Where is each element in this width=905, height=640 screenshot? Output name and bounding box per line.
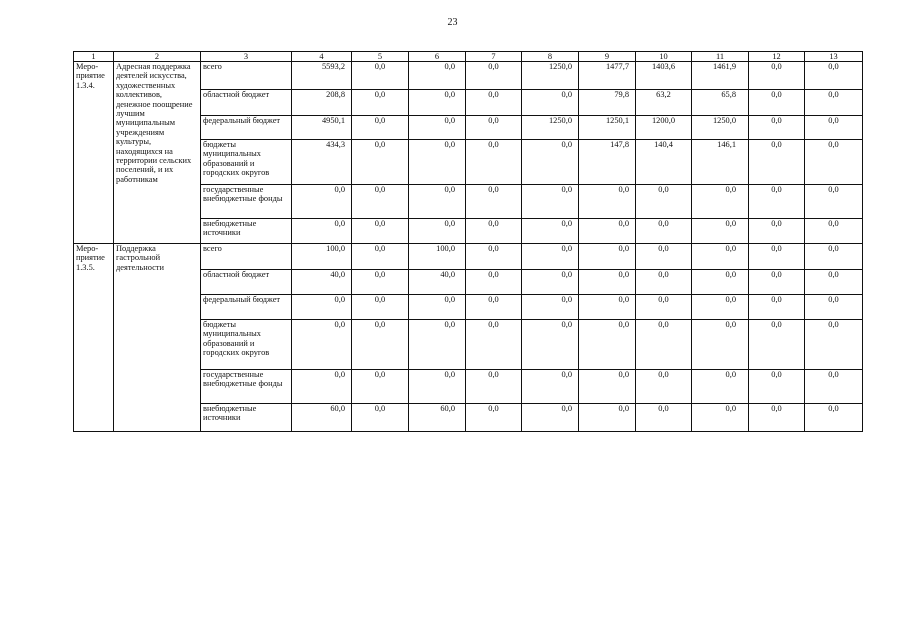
value-cell: 0,0 [579,404,636,432]
value-cell: 0,0 [636,404,692,432]
value-cell: 0,0 [749,244,805,270]
funding-source: федеральный бюджет [201,116,292,140]
value-cell: 0,0 [636,295,692,320]
funding-source: бюджеты муниципальных образований и городских округов [201,140,292,185]
value-cell: 0,0 [749,116,805,140]
value-cell: 1200,0 [636,116,692,140]
value-cell: 0,0 [409,185,466,219]
value-cell: 0,0 [636,244,692,270]
value-cell: 1477,7 [579,62,636,90]
funding-source: государственные внебюджетные фонды [201,370,292,404]
column-header: 12 [749,52,805,62]
value-cell: 0,0 [579,185,636,219]
value-cell: 140,4 [636,140,692,185]
value-cell: 0,0 [409,116,466,140]
value-cell: 0,0 [522,404,579,432]
value-cell: 0,0 [466,370,522,404]
value-cell: 0,0 [352,219,409,244]
value-cell: 0,0 [409,62,466,90]
value-cell: 147,8 [579,140,636,185]
value-cell: 0,0 [466,295,522,320]
value-cell: 0,0 [805,244,863,270]
value-cell: 5593,2 [292,62,352,90]
value-cell: 0,0 [522,244,579,270]
value-cell: 0,0 [352,62,409,90]
value-cell: 0,0 [579,370,636,404]
value-cell: 208,8 [292,90,352,116]
value-cell: 0,0 [749,320,805,370]
value-cell: 0,0 [749,140,805,185]
value-cell: 0,0 [749,62,805,90]
value-cell: 0,0 [522,185,579,219]
table-row [74,62,863,90]
value-cell: 0,0 [522,90,579,116]
value-cell: 434,3 [292,140,352,185]
value-cell: 40,0 [292,270,352,295]
funding-source: государственные внебюджетные фонды [201,185,292,219]
measure-name: Поддержка гастрольной деятельности [114,244,201,432]
value-cell: 1461,9 [692,62,749,90]
value-cell: 0,0 [466,140,522,185]
value-cell: 0,0 [692,320,749,370]
value-cell: 1250,0 [522,116,579,140]
value-cell: 0,0 [466,404,522,432]
table-row [74,244,863,270]
measure-code: Меро-приятие 1.3.4. [74,62,114,244]
value-cell: 0,0 [692,270,749,295]
value-cell: 60,0 [409,404,466,432]
value-cell: 0,0 [749,370,805,404]
funding-source: бюджеты муниципальных образований и городских округов [201,320,292,370]
value-cell: 0,0 [692,244,749,270]
value-cell: 0,0 [579,270,636,295]
value-cell: 0,0 [805,140,863,185]
value-cell: 0,0 [805,404,863,432]
value-cell: 0,0 [522,370,579,404]
value-cell: 0,0 [522,295,579,320]
value-cell: 0,0 [409,90,466,116]
funding-source: всего [201,62,292,90]
value-cell: 0,0 [692,404,749,432]
value-cell: 0,0 [805,270,863,295]
budget-table [73,51,863,432]
value-cell: 0,0 [352,370,409,404]
value-cell: 0,0 [466,185,522,219]
value-cell: 0,0 [522,219,579,244]
value-cell: 0,0 [522,270,579,295]
column-header: 1 [74,52,114,62]
value-cell: 0,0 [466,90,522,116]
value-cell: 0,0 [292,185,352,219]
column-header: 10 [636,52,692,62]
value-cell: 146,1 [692,140,749,185]
value-cell: 0,0 [409,140,466,185]
measure-code: Меро-приятие 1.3.5. [74,244,114,432]
funding-source: областной бюджет [201,270,292,295]
value-cell: 1403,6 [636,62,692,90]
funding-source: внебюджетные источники [201,219,292,244]
value-cell: 0,0 [636,185,692,219]
value-cell: 0,0 [409,295,466,320]
value-cell: 0,0 [466,244,522,270]
value-cell: 0,0 [522,140,579,185]
value-cell: 63,2 [636,90,692,116]
value-cell: 0,0 [692,295,749,320]
value-cell: 100,0 [292,244,352,270]
funding-source: федеральный бюджет [201,295,292,320]
value-cell: 0,0 [805,62,863,90]
value-cell: 40,0 [409,270,466,295]
value-cell: 0,0 [805,185,863,219]
measure-name: Адресная поддержка деятелей искусства, художественных коллективов, денежное поощрение лучшим муниципальным учреждениям культуры, находящихся на территории сельских поселений, и их работникам [114,62,201,244]
column-header: 5 [352,52,409,62]
column-header: 8 [522,52,579,62]
column-header: 9 [579,52,636,62]
column-header: 6 [409,52,466,62]
column-header: 11 [692,52,749,62]
value-cell: 0,0 [749,404,805,432]
column-header: 13 [805,52,863,62]
value-cell: 0,0 [636,270,692,295]
value-cell: 0,0 [579,244,636,270]
value-cell: 0,0 [805,219,863,244]
value-cell: 60,0 [292,404,352,432]
value-cell: 0,0 [805,116,863,140]
value-cell: 0,0 [352,244,409,270]
value-cell: 0,0 [522,320,579,370]
value-cell: 0,0 [352,320,409,370]
value-cell: 0,0 [466,320,522,370]
value-cell: 0,0 [352,185,409,219]
value-cell: 0,0 [292,320,352,370]
value-cell: 4950,1 [292,116,352,140]
value-cell: 0,0 [692,219,749,244]
value-cell: 0,0 [636,219,692,244]
value-cell: 1250,0 [522,62,579,90]
value-cell: 0,0 [805,90,863,116]
value-cell: 0,0 [352,140,409,185]
value-cell: 0,0 [352,270,409,295]
column-header: 4 [292,52,352,62]
value-cell: 0,0 [579,219,636,244]
value-cell: 0,0 [692,370,749,404]
header-row [74,52,863,62]
value-cell: 0,0 [352,116,409,140]
value-cell: 0,0 [749,90,805,116]
value-cell: 0,0 [805,320,863,370]
funding-source: областной бюджет [201,90,292,116]
table-body [74,62,863,432]
value-cell: 0,0 [579,320,636,370]
page-number: 23 [447,17,458,28]
value-cell: 0,0 [636,370,692,404]
value-cell: 0,0 [409,370,466,404]
value-cell: 1250,1 [579,116,636,140]
value-cell: 0,0 [636,320,692,370]
value-cell: 0,0 [805,295,863,320]
value-cell: 0,0 [466,219,522,244]
column-header: 2 [114,52,201,62]
column-header: 3 [201,52,292,62]
column-header: 7 [466,52,522,62]
funding-source: всего [201,244,292,270]
value-cell: 0,0 [292,370,352,404]
value-cell: 0,0 [409,320,466,370]
value-cell: 0,0 [409,219,466,244]
funding-source: внебюджетные источники [201,404,292,432]
value-cell: 0,0 [292,295,352,320]
value-cell: 0,0 [352,404,409,432]
value-cell: 0,0 [749,219,805,244]
value-cell: 0,0 [749,295,805,320]
value-cell: 0,0 [805,370,863,404]
value-cell: 0,0 [466,270,522,295]
value-cell: 65,8 [692,90,749,116]
value-cell: 100,0 [409,244,466,270]
value-cell: 0,0 [692,185,749,219]
value-cell: 1250,0 [692,116,749,140]
value-cell: 0,0 [466,116,522,140]
value-cell: 79,8 [579,90,636,116]
value-cell: 0,0 [292,219,352,244]
value-cell: 0,0 [749,185,805,219]
value-cell: 0,0 [579,295,636,320]
value-cell: 0,0 [466,62,522,90]
value-cell: 0,0 [352,295,409,320]
value-cell: 0,0 [352,90,409,116]
value-cell: 0,0 [749,270,805,295]
